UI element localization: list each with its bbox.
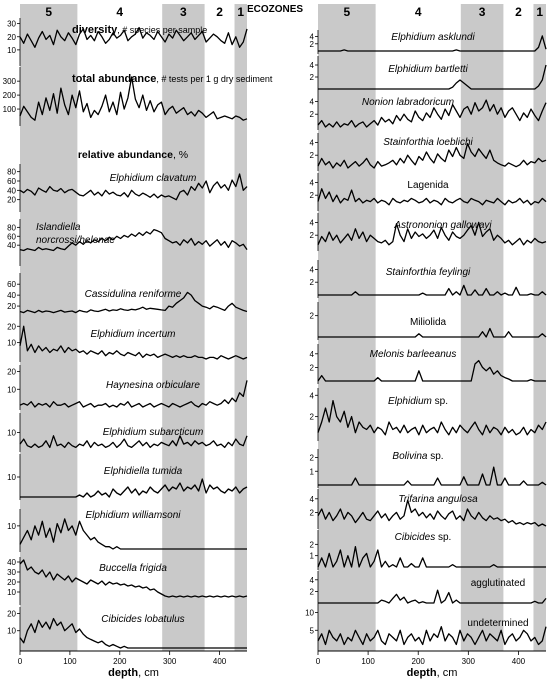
series-label-name: Melonis barleeanus xyxy=(369,349,457,360)
y-tick-label: 4 xyxy=(309,138,314,148)
series-label-note: sp. xyxy=(435,532,452,543)
x-axis-label-unit: , cm xyxy=(138,667,159,679)
y-tick-label: 10 xyxy=(7,521,16,531)
x-axis-label xyxy=(108,667,159,679)
series-label-melonis-barleeanus xyxy=(370,349,457,360)
y-tick-label: 4 xyxy=(309,494,314,504)
series-label-name: Elphidium subarcticum xyxy=(102,427,204,438)
series-label-name: Stainforthia loeblichi xyxy=(383,137,473,148)
y-tick-label: 20 xyxy=(7,578,16,587)
y-tick-label: 80 xyxy=(7,223,16,233)
zone-band-1 xyxy=(533,4,546,651)
y-tick-label: 4 xyxy=(309,575,314,585)
y-tick-label: 4 xyxy=(309,265,314,275)
y-tick-label: 4 xyxy=(309,32,314,42)
series-label-name: Elphidium xyxy=(387,396,432,407)
series-label-note: , # species per sample xyxy=(117,25,208,35)
right-panel xyxy=(305,4,546,679)
zone-label-2: 2 xyxy=(515,5,522,19)
zone-label-3: 3 xyxy=(180,5,187,19)
zone-label-4: 4 xyxy=(414,5,422,19)
series-label-elphidium-bartletti xyxy=(388,64,468,75)
x-tick-label: 100 xyxy=(361,657,375,666)
y-tick-label: 4 xyxy=(309,218,314,228)
y-tick-label: 1 xyxy=(309,467,314,477)
series-label-name: total abundance xyxy=(72,73,157,85)
y-tick-label: 20 xyxy=(7,322,16,332)
ecozones-header: ECOZONES xyxy=(246,4,304,15)
y-tick-label: 80 xyxy=(7,167,16,177)
y-tick-label: 5 xyxy=(309,626,314,636)
series-label-name: Trifarina angulosa xyxy=(398,494,478,505)
zone-label-1: 1 xyxy=(237,5,245,19)
x-axis-label-name: depth xyxy=(108,667,139,679)
series-label-bolivina xyxy=(392,451,443,462)
series-label-name: Elphidium bartletti xyxy=(388,64,468,75)
y-tick-label: 2 xyxy=(309,73,314,82)
y-tick-label: 2 xyxy=(309,278,314,288)
zone-band-3 xyxy=(162,4,204,651)
zone-label-2: 2 xyxy=(216,5,223,19)
y-tick-label: 40 xyxy=(7,558,16,567)
series-label-total-abundance xyxy=(72,73,273,85)
x-tick-label: 400 xyxy=(212,657,227,666)
series-label-note: , # tests per 1 g dry sediment xyxy=(156,74,273,84)
y-tick-label: 40 xyxy=(7,186,16,196)
series-label-elphidium-clavatum xyxy=(110,173,197,184)
zone-band-1 xyxy=(235,4,247,651)
y-tick-label: 20 xyxy=(7,609,16,619)
series-label-name: undetermined xyxy=(467,618,529,629)
series-label-nonion-labradoricum xyxy=(362,97,454,108)
series-label-name: Haynesina orbiculare xyxy=(106,380,200,391)
group-label-unit: , % xyxy=(172,149,189,161)
series-label-name: Cibicides lobatulus xyxy=(101,614,185,625)
zone-label-1: 1 xyxy=(536,5,544,19)
y-tick-label: 60 xyxy=(7,280,16,290)
series-label-elphidium-asklundi xyxy=(391,32,475,43)
y-tick-label: 60 xyxy=(7,232,16,242)
series-label-trifarina-angulosa xyxy=(398,494,478,505)
series-label-stainforthia-feylingi xyxy=(386,267,471,278)
y-tick-label: 4 xyxy=(309,178,314,188)
y-tick-label: 10 xyxy=(7,45,16,55)
y-tick-label: 10 xyxy=(305,608,314,618)
series-label-note: sp. xyxy=(427,451,444,462)
zone-label-4: 4 xyxy=(116,5,124,19)
y-tick-label: 4 xyxy=(309,391,314,401)
zone-label-5: 5 xyxy=(45,5,53,19)
y-tick-label: 300 xyxy=(2,77,16,87)
zone-label-3: 3 xyxy=(478,5,486,19)
series-label-name: Miliolida xyxy=(409,317,447,328)
series-label-islandiella-norcrossi-helenae-line1: Islandiella xyxy=(36,222,81,233)
y-tick-label: 2 xyxy=(309,363,314,373)
series-label-elphidiella-tumida xyxy=(104,466,183,477)
group-label-name: relative abundance xyxy=(77,149,173,161)
y-tick-label: 2 xyxy=(309,587,314,597)
x-tick-label: 200 xyxy=(411,657,425,666)
series-label-buccella-frigida xyxy=(99,563,167,574)
series-label-cibicides xyxy=(395,532,452,543)
y-tick-label: 10 xyxy=(7,338,16,348)
series-label-miliolida xyxy=(410,317,447,328)
x-tick-label: 200 xyxy=(113,657,127,666)
y-tick-label: 10 xyxy=(7,626,16,636)
y-tick-label: 20 xyxy=(7,32,16,42)
series-label-elphidium-williamsoni xyxy=(85,510,181,521)
y-tick-label: 2 xyxy=(309,39,314,49)
y-tick-label: 4 xyxy=(309,97,314,107)
y-tick-label: 10 xyxy=(7,385,16,395)
series-label-lagenida xyxy=(407,180,449,191)
series-label-stainforthia-loeblichi xyxy=(383,137,473,148)
y-tick-label: 2 xyxy=(309,110,314,120)
series-label-name: Cibicides xyxy=(394,532,436,543)
series-label-elphidium xyxy=(388,396,448,407)
zone-band-5 xyxy=(20,4,77,651)
x-tick-label: 0 xyxy=(315,657,321,666)
y-tick-label: 2 xyxy=(309,151,314,161)
y-tick-label: 200 xyxy=(2,91,16,101)
series-label-astrononion-gallowayi xyxy=(393,220,492,231)
y-tick-label: 20 xyxy=(7,302,16,312)
series-label-name: Stainforthia feylingi xyxy=(385,267,471,278)
series-label-name: Lagenida xyxy=(407,180,449,191)
x-axis-label-unit: , cm xyxy=(436,667,458,679)
y-tick-label: 40 xyxy=(7,291,16,301)
y-tick-label: 20 xyxy=(7,367,16,377)
series-label-name: Astrononion gallowayi xyxy=(394,220,492,231)
x-axis-label xyxy=(407,667,458,679)
series-label-agglutinated xyxy=(471,578,526,589)
left-panel xyxy=(3,4,273,679)
series-label-name: Elphidium williamsoni xyxy=(85,510,181,521)
y-tick-label: 60 xyxy=(7,177,16,186)
series-label-diversity xyxy=(72,24,207,36)
y-tick-label: 2 xyxy=(309,508,314,518)
y-tick-label: 20 xyxy=(7,195,16,205)
series-label-name: Nonion labradoricum xyxy=(361,97,455,108)
y-tick-label: 100 xyxy=(2,105,16,115)
zone-band-3 xyxy=(461,4,504,651)
series-label-undetermined xyxy=(467,618,528,629)
series-label-name: Elphidium clavatum xyxy=(109,173,197,184)
y-tick-label: 30 xyxy=(7,19,16,29)
series-label-note: sp. xyxy=(431,396,449,407)
y-tick-label: 1 xyxy=(309,551,314,561)
y-tick-label: 2 xyxy=(309,231,314,241)
y-tick-label: 2 xyxy=(309,191,314,201)
y-tick-label: 4 xyxy=(309,61,314,70)
series-label-cassidulina-reniforme xyxy=(85,289,182,300)
series-label-elphidium-incertum xyxy=(90,329,175,340)
series-label-name: Elphidium incertum xyxy=(90,329,176,340)
y-tick-label: 10 xyxy=(7,428,16,438)
y-tick-label: 30 xyxy=(7,568,16,577)
y-tick-label: 10 xyxy=(7,473,16,482)
x-tick-label: 300 xyxy=(461,657,476,666)
x-tick-label: 300 xyxy=(162,657,177,666)
y-tick-label: 2 xyxy=(309,412,314,422)
series-label-name: Buccella frigida xyxy=(99,563,167,574)
series-label-name: Elphidiella tumida xyxy=(103,466,183,477)
zone-label-5: 5 xyxy=(343,5,351,19)
x-tick-label: 400 xyxy=(511,657,526,666)
series-label-cibicides-lobatulus xyxy=(101,614,184,625)
series-label-haynesina-orbiculare xyxy=(106,380,200,391)
series-label-islandiella-norcrossi-helenae-line2: norcrossi/helenae xyxy=(36,235,115,246)
y-tick-label: 10 xyxy=(7,588,16,597)
series-label-elphidium-subarcticum xyxy=(103,427,204,438)
y-tick-label: 2 xyxy=(309,540,314,550)
y-tick-label: 4 xyxy=(309,349,314,359)
x-tick-label: 0 xyxy=(17,657,23,666)
y-tick-label: 40 xyxy=(7,241,16,251)
series-label-name: diversity xyxy=(72,24,118,36)
group-label xyxy=(78,149,188,161)
series-label-name: Cassidulina reniforme xyxy=(84,289,182,300)
x-tick-label: 100 xyxy=(63,657,77,666)
series-label-name: Bolivina xyxy=(392,451,428,462)
y-tick-label: 2 xyxy=(309,311,314,321)
series-label-name: Elphidium asklundi xyxy=(391,32,475,43)
series-label-name: agglutinated xyxy=(470,578,526,589)
y-tick-label: 2 xyxy=(309,453,314,463)
x-axis-label-name: depth xyxy=(406,667,437,679)
